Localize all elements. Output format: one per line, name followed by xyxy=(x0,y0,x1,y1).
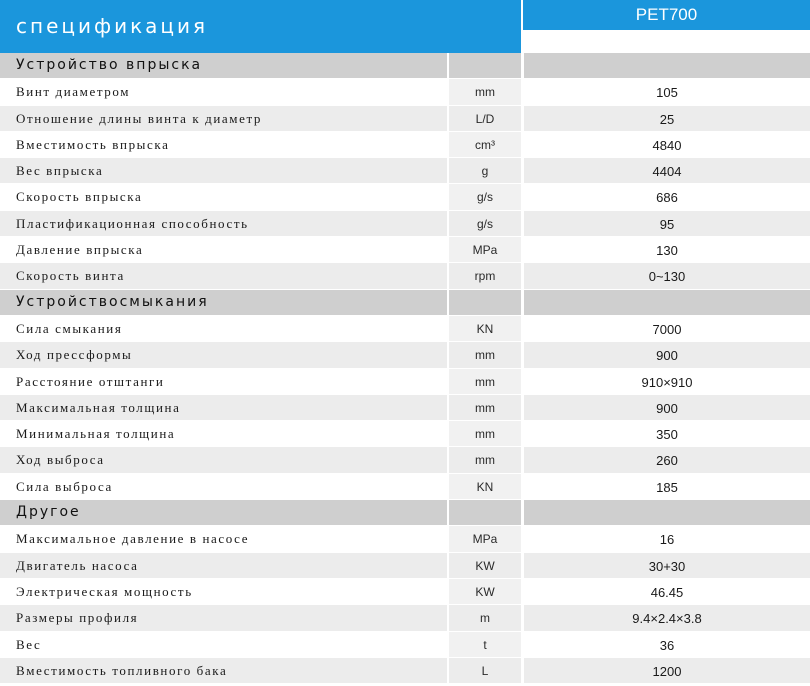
parameter-name: Сила выброса xyxy=(0,474,447,499)
table-row xyxy=(0,132,810,158)
parameter-value: 4404 xyxy=(523,158,810,183)
table-row xyxy=(0,79,810,105)
parameter-name: Ход выброса xyxy=(0,447,447,472)
table-row xyxy=(0,342,810,368)
parameter-unit: g/s xyxy=(448,211,521,236)
parameter-unit: mm xyxy=(448,395,521,420)
parameter-name: Расстояние отштанги xyxy=(0,369,447,394)
parameter-name: Максимальное давление в насосе xyxy=(0,526,447,551)
parameter-value: 130 xyxy=(523,237,810,262)
parameter-unit xyxy=(448,290,521,315)
table-row xyxy=(0,369,810,395)
parameter-value: 7000 xyxy=(523,316,810,341)
parameter-value: 30+30 xyxy=(523,553,810,578)
parameter-value: 185 xyxy=(523,474,810,499)
parameter-value: 95 xyxy=(523,211,810,236)
parameter-name: Вместимость впрыска xyxy=(0,132,447,157)
parameter-unit: m xyxy=(448,605,521,630)
parameter-unit: L xyxy=(448,658,521,683)
parameter-name: Минимальная толщина xyxy=(0,421,447,446)
section-header-row xyxy=(0,290,810,316)
table-row xyxy=(0,447,810,473)
table-row xyxy=(0,474,810,500)
parameter-value xyxy=(523,500,810,525)
table-row xyxy=(0,316,810,342)
section-title: Устройствосмыкания xyxy=(0,290,447,315)
header-title: спецификация xyxy=(0,0,521,53)
parameter-unit: mm xyxy=(448,421,521,446)
header-model: PET700 xyxy=(523,0,810,30)
parameter-value: 686 xyxy=(523,184,810,209)
parameter-name: Сила смыкания xyxy=(0,316,447,341)
table-row xyxy=(0,579,810,605)
parameter-unit: mm xyxy=(448,79,521,104)
parameter-name: Вес впрыска xyxy=(0,158,447,183)
parameter-name: Скорость винта xyxy=(0,263,447,288)
table-row xyxy=(0,106,810,132)
parameter-value xyxy=(523,53,810,78)
parameter-unit: mm xyxy=(448,369,521,394)
parameter-name: Ход прессформы xyxy=(0,342,447,367)
parameter-unit: cm³ xyxy=(448,132,521,157)
table-header xyxy=(0,0,810,53)
section-header-row xyxy=(0,53,810,79)
table-row xyxy=(0,605,810,631)
parameter-unit: MPa xyxy=(448,526,521,551)
parameter-unit: mm xyxy=(448,342,521,367)
parameter-name: Электрическая мощность xyxy=(0,579,447,604)
parameter-value: 36 xyxy=(523,632,810,657)
parameter-name: Давление впрыска xyxy=(0,237,447,262)
parameter-value: 0~130 xyxy=(523,263,810,288)
parameter-unit: t xyxy=(448,632,521,657)
table-row xyxy=(0,158,810,184)
table-row xyxy=(0,553,810,579)
parameter-name: Отношение длины винта к диаметр xyxy=(0,106,447,131)
table-row xyxy=(0,658,810,684)
parameter-name: Пластификационная способность xyxy=(0,211,447,236)
parameter-name: Винт диаметром xyxy=(0,79,447,104)
table-row xyxy=(0,632,810,658)
parameter-unit: KN xyxy=(448,316,521,341)
header-model-spacer xyxy=(523,30,810,53)
parameter-value: 900 xyxy=(523,395,810,420)
parameter-unit: g/s xyxy=(448,184,521,209)
section-title: Устройство впрыска xyxy=(0,53,447,78)
parameter-value: 9.4×2.4×3.8 xyxy=(523,605,810,630)
parameter-value xyxy=(523,290,810,315)
parameter-value: 1200 xyxy=(523,658,810,683)
table-body xyxy=(0,53,810,684)
parameter-unit xyxy=(448,53,521,78)
table-row xyxy=(0,184,810,210)
table-row xyxy=(0,237,810,263)
table-row xyxy=(0,526,810,552)
parameter-name: Двигатель насоса xyxy=(0,553,447,578)
parameter-value: 46.45 xyxy=(523,579,810,604)
parameter-value: 105 xyxy=(523,79,810,104)
parameter-value: 4840 xyxy=(523,132,810,157)
parameter-unit: MPa xyxy=(448,237,521,262)
parameter-unit: g xyxy=(448,158,521,183)
table-row xyxy=(0,211,810,237)
table-row xyxy=(0,395,810,421)
parameter-name: Максимальная толщина xyxy=(0,395,447,420)
parameter-unit: rpm xyxy=(448,263,521,288)
parameter-name: Скорость впрыска xyxy=(0,184,447,209)
parameter-name: Вес xyxy=(0,632,447,657)
section-title: Другое xyxy=(0,500,447,525)
parameter-value: 900 xyxy=(523,342,810,367)
parameter-name: Вместимость топливного бака xyxy=(0,658,447,683)
parameter-value: 25 xyxy=(523,106,810,131)
parameter-unit: L/D xyxy=(448,106,521,131)
parameter-value: 350 xyxy=(523,421,810,446)
parameter-value: 16 xyxy=(523,526,810,551)
table-row xyxy=(0,421,810,447)
parameter-unit: KW xyxy=(448,553,521,578)
parameter-unit: KN xyxy=(448,474,521,499)
parameter-name: Размеры профиля xyxy=(0,605,447,630)
parameter-unit: mm xyxy=(448,447,521,472)
parameter-value: 910×910 xyxy=(523,369,810,394)
section-header-row xyxy=(0,500,810,526)
parameter-value: 260 xyxy=(523,447,810,472)
parameter-unit: KW xyxy=(448,579,521,604)
table-row xyxy=(0,263,810,289)
parameter-unit xyxy=(448,500,521,525)
